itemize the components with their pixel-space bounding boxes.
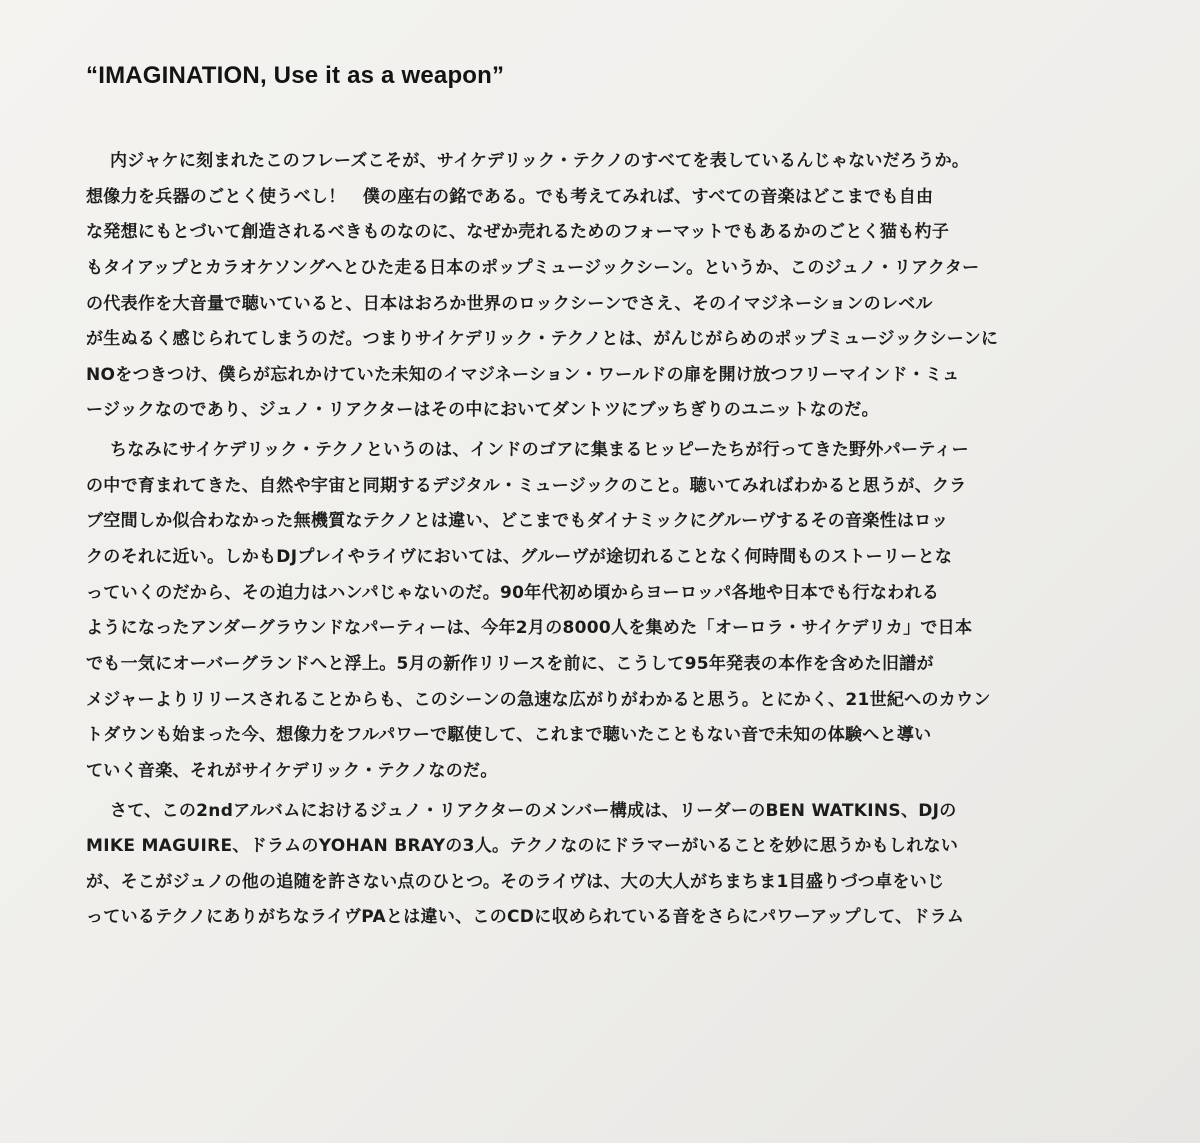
heading-quote: “IMAGINATION, Use it as a weapon” [86, 62, 505, 89]
text-line: の中で育まれてきた、自然や宇宙と同期するデジタル・ミュージックのこと。聴いてみればわかると思うが、クラ [86, 475, 967, 496]
text-line: が、そこがジュノの他の追随を許さない点のひとつ。そのライヴは、大の大人がちまちま1目盛りづつ卓をいじ [86, 871, 945, 892]
text-line: ブ空間しか似合わなかった無機質なテクノとは違い、どこまでもダイナミックにグルーヴするその音楽性はロッ [86, 511, 949, 532]
text-line: MIKE MAGUIRE、ドラムのYOHAN BRAYの3人。テクノなのにドラマーがいることを妙に思うかもしれない [86, 836, 959, 857]
text-line: さて、この2ndアルバムにおけるジュノ・リアクターのメンバー構成は、リーダーのBEN WATKINS、DJの [110, 800, 957, 821]
body-text [86, 144, 1126, 936]
text-line: 内ジャケに刻まれたこのフレーズこそが、サイケデリック・テクノのすべてを表しているんじゃないだろうか。 [110, 151, 970, 171]
text-line: もタイアップとカラオケソングへとひた走る日本のポップミュージックシーン。というか、このジュノ・リアクター [86, 257, 980, 278]
text-line: っていくのだから、その迫力はハンパじゃないのだ。90年代初め頃からヨーロッパ各地や日本でも行なわれる [86, 582, 940, 603]
text-line: ージックなのであり、ジュノ・リアクターはその中においてダントツにブッちぎりのユニットなのだ。 [86, 400, 879, 421]
text-line: メジャーよりリリースされることからも、このシーンの急速な広がりがわかると思う。とにかく、21世紀へのカウン [86, 689, 991, 710]
text-line: クのそれに近い。しかもDJプレイやライヴにおいては、グルーヴが途切れることなく何時間ものストーリーとな [86, 547, 953, 568]
text-line: ちなみにサイケデリック・テクノというのは、インドのゴアに集まるヒッピーたちが行ってきた野外パーティー [110, 440, 969, 461]
text-line: トダウンも始まった今、想像力をフルパワーで駆使して、これまで聴いたこともない音で未知の体験へと導い [86, 725, 932, 746]
text-line: 想像力を兵器のごとく使うべし！ 僕の座右の銘である。でも考えてみれば、すべての音楽はどこまでも自由 [86, 186, 934, 207]
text-line: ようになったアンダーグラウンドなパーティーは、今年2月の8000人を集めた「オーロラ・サイケデリカ」で日本 [86, 618, 973, 639]
text-line: でも一気にオーバーグランドへと浮上。5月の新作リリースを前に、こうして95年発表の本作を含めた旧譜が [86, 653, 934, 674]
text-line: の代表作を大音量で聴いていると、日本はおろか世界のロックシーンでさえ、そのイマジネーションのレベル [86, 293, 933, 314]
text-line: NOをつきつけ、僕らが忘れかけていた未知のイマジネーション・ワールドの扉を開け放つフリーマインド・ミュ [86, 364, 960, 385]
text-line: ていく音楽、それがサイケデリック・テクノなのだ。 [86, 760, 498, 781]
text-line: っているテクノにありがちなライヴPAとは違い、このCDに収められている音をさらにパワーアップして、ドラム [86, 907, 965, 928]
text-line: な発想にもとづいて創造されるべきものなのに、なぜか売れるためのフォーマットでもあるかのごとく猫も杓子 [86, 222, 950, 243]
text-line: が生ぬるく感じられてしまうのだ。つまりサイケデリック・テクノとは、がんじがらめのポップミュージックシーンに [86, 329, 999, 350]
